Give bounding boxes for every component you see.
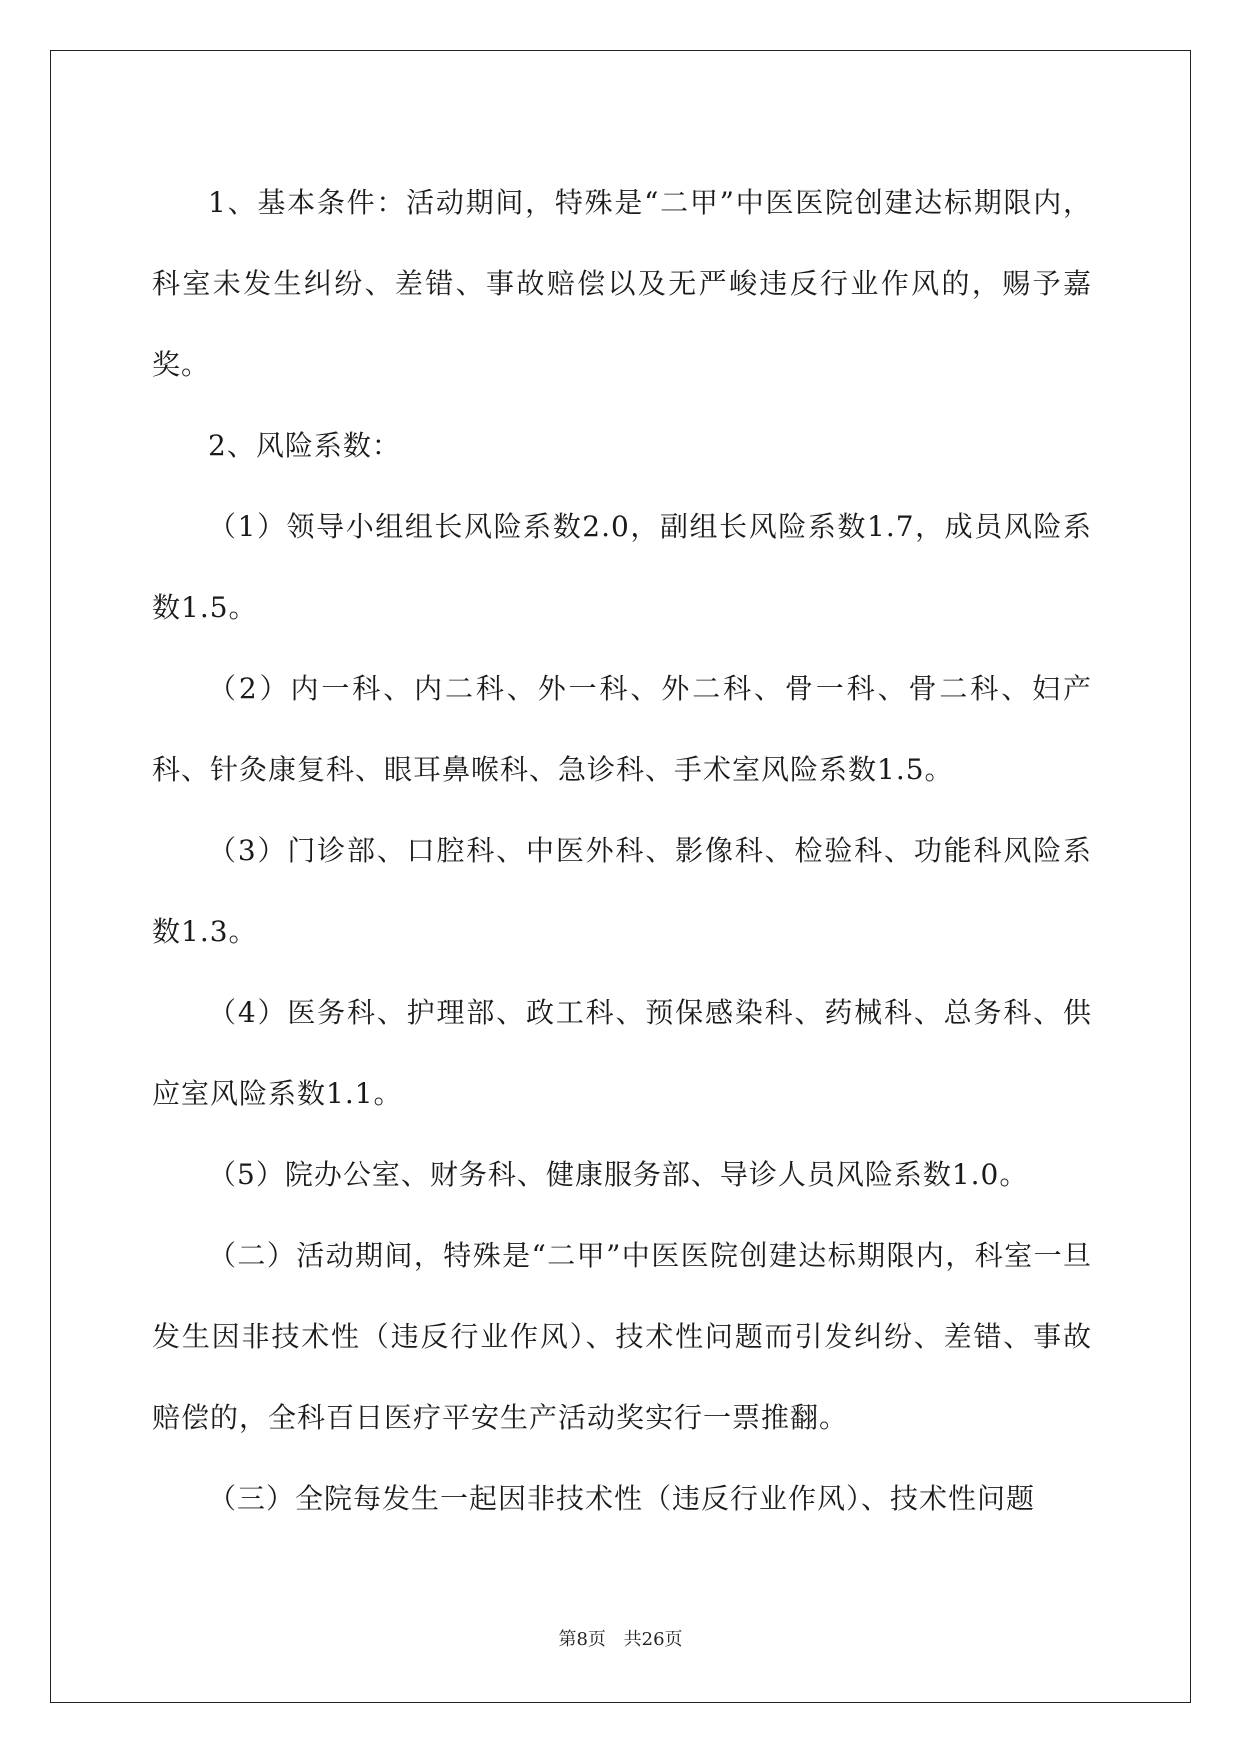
paragraph: （1）领导小组组长风险系数2.0，副组长风险系数1.7，成员风险系数1.5。 <box>152 510 1092 624</box>
paragraph: （3）门诊部、口腔科、中医外科、影像科、检验科、功能科风险系数1.3。 <box>152 834 1092 948</box>
total-page-count: 共26页 <box>623 1629 683 1650</box>
paragraph: （5）院办公室、财务科、健康服务部、导诊人员风险系数1.0。 <box>208 1158 1029 1191</box>
paragraph: （4）医务科、护理部、政工科、预保感染科、药械科、总务科、供应室风险系数1.1。 <box>152 996 1092 1110</box>
page-footer <box>0 1625 1241 1651</box>
paragraph: （二）活动期间，特殊是“二甲”中医医院创建达标期限内，科室一旦发生因非技术性（违反行业作风）、技术性问题而引发纠纷、差错、事故赔偿的，全科百日医疗平安生产活动奖实行一票推翻。 <box>152 1239 1092 1434</box>
current-page-number: 第8页 <box>558 1629 606 1650</box>
paragraph: （2）内一科、内二科、外一科、外二科、骨一科、骨二科、妇产科、针灸康复科、眼耳鼻喉科、急诊科、手术室风险系数1.5。 <box>152 672 1092 786</box>
paragraph: 2、风险系数： <box>208 429 401 462</box>
document-body <box>152 162 1092 1539</box>
paragraph: 1、基本条件：活动期间，特殊是“二甲”中医医院创建达标期限内，科室未发生纠纷、差错、事故赔偿以及无严峻违反行业作风的，赐予嘉奖。 <box>152 186 1092 381</box>
paragraph: （三）全院每发生一起因非技术性（违反行业作风）、技术性问题 <box>208 1482 1036 1515</box>
